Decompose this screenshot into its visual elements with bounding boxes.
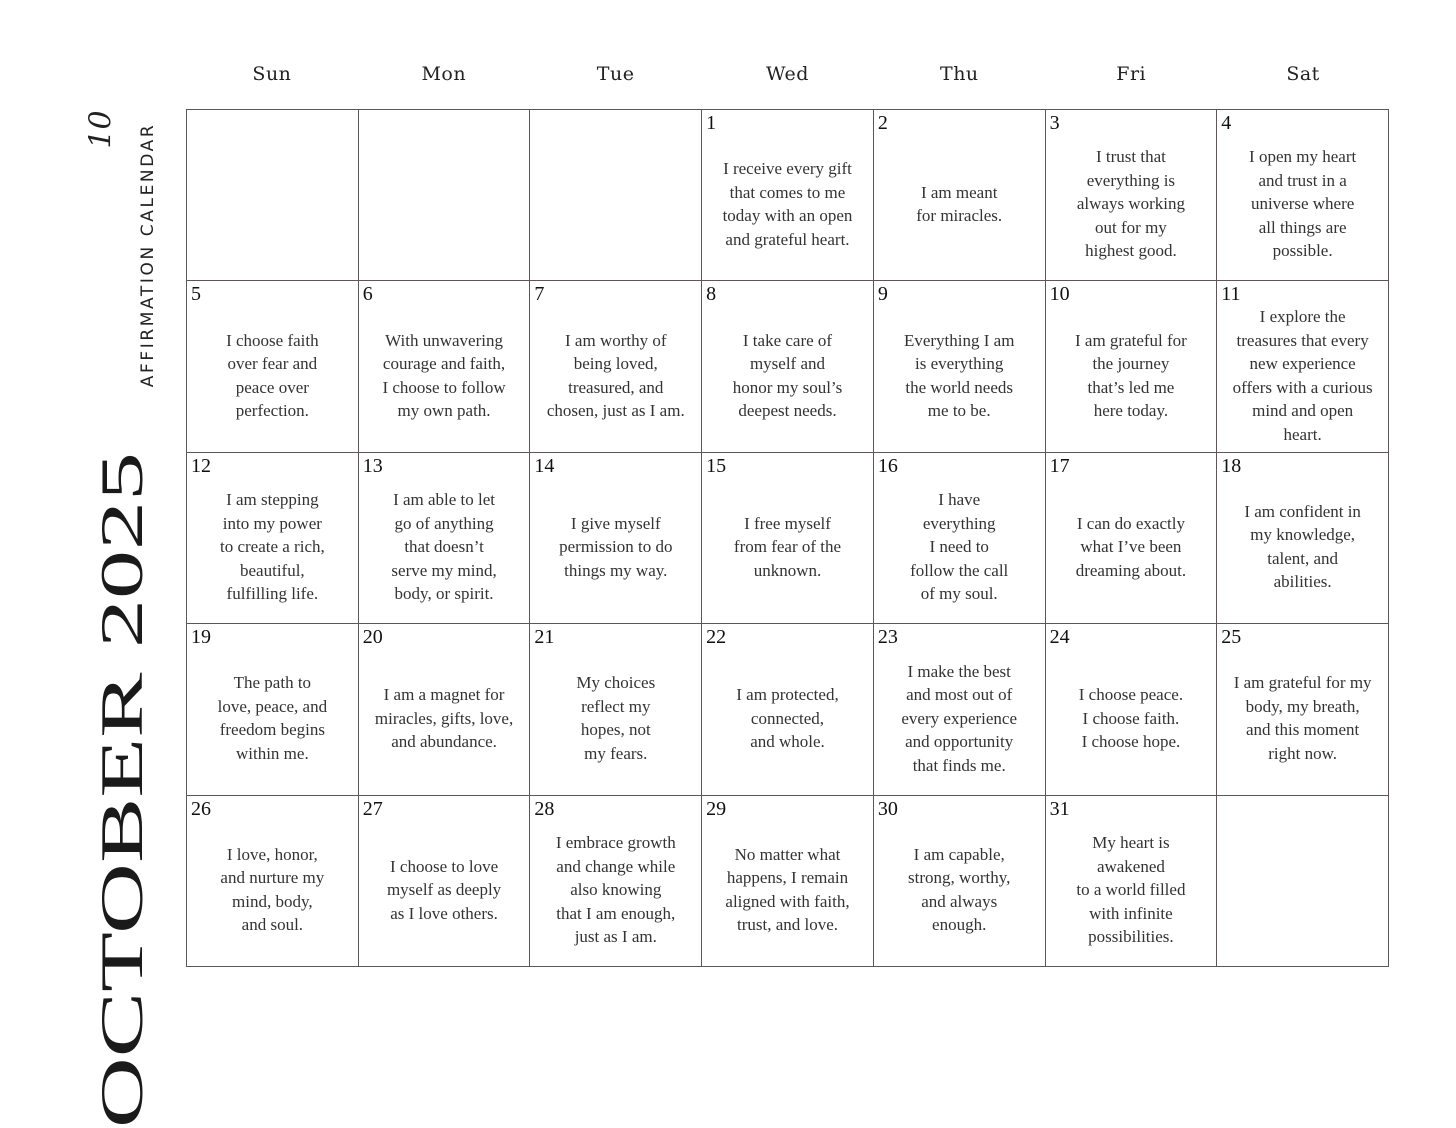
weekday-sun: Sun	[252, 63, 292, 85]
day-number: 25	[1221, 626, 1242, 649]
day-number: 10	[1049, 283, 1070, 306]
affirmation-text: My choices reflect my hopes, not my fears.	[576, 673, 656, 763]
day-cell	[530, 796, 702, 967]
day-number: 31	[1049, 797, 1070, 820]
affirmation-text: I am meant for miracles.	[916, 182, 1003, 226]
affirmation-text: I free myself from fear of the unknown.	[733, 513, 842, 580]
day-number: 2	[877, 112, 888, 134]
day-cell	[530, 281, 702, 452]
day-number: 21	[534, 626, 555, 649]
day-number: 17	[1049, 454, 1070, 477]
day-cell	[702, 796, 874, 967]
day-number: 3	[1049, 112, 1060, 134]
day-cell	[530, 624, 702, 795]
affirmation-text: My heart is awakened to a world filled with infinite possibilities.	[1076, 833, 1186, 947]
empty-cell	[187, 110, 359, 281]
affirmation-text: I choose peace. I choose faith. I choose hope.	[1078, 685, 1184, 752]
weekday-mon: Mon	[421, 63, 467, 85]
day-cell	[702, 624, 874, 795]
affirmation-text: I am able to let go of anything that doesn’t serve my mind, body, or spirit.	[391, 490, 497, 604]
empty-cell	[1217, 796, 1389, 967]
weekday-tue: Tue	[596, 63, 635, 85]
day-cell	[1046, 453, 1218, 624]
affirmation-text: I trust that everything is always working out for my highest good.	[1076, 147, 1185, 261]
day-cell	[359, 796, 531, 967]
affirmation-text: I am worthy of being loved, treasured, and chosen, just as I am.	[546, 330, 685, 421]
day-number: 5	[191, 283, 201, 306]
weekday-fri: Fri	[1116, 63, 1147, 85]
day-cell	[874, 110, 1046, 281]
day-number: 8	[706, 283, 717, 306]
day-cell	[874, 453, 1046, 624]
affirmation-text: I give myself permission to do things my way.	[559, 513, 673, 580]
weekday-header	[186, 56, 1389, 92]
affirmation-text: I can do exactly what I’ve been dreaming about.	[1075, 513, 1187, 580]
day-number: 14	[534, 454, 555, 477]
day-number: 16	[877, 454, 898, 477]
affirmation-text: Everything I am is everything the world needs me to be.	[903, 330, 1015, 421]
day-cell	[359, 453, 531, 624]
weekday-wed: Wed	[766, 63, 809, 85]
day-number: 11	[1221, 283, 1241, 306]
affirmation-text: I am capable, strong, worthy, and always enough.	[908, 844, 1011, 935]
day-number: 24	[1049, 626, 1070, 649]
day-cell	[359, 624, 531, 795]
day-cell	[187, 624, 359, 795]
day-cell	[1046, 624, 1218, 795]
day-number: 20	[362, 626, 383, 649]
calendar-title-text: OCTOBER 2025	[88, 451, 156, 1128]
affirmation-text: I am grateful for the journey that’s led me here today.	[1074, 330, 1187, 421]
calendar-grid	[186, 109, 1389, 967]
day-cell	[874, 624, 1046, 795]
affirmation-text: I am grateful for my body, my breath, and this moment right now.	[1233, 673, 1372, 763]
day-cell	[1046, 281, 1218, 452]
day-cell	[1217, 281, 1389, 452]
day-cell	[702, 110, 874, 281]
affirmation-text: I receive every gift that comes to me today with an open and grateful heart.	[722, 159, 853, 249]
affirmation-text: No matter what happens, I remain aligned with faith, trust, and love.	[725, 844, 850, 935]
day-cell	[1046, 796, 1218, 967]
calendar-subtitle-text: AFFIRMATION CALENDAR	[138, 122, 158, 388]
affirmation-text: I explore the treasures that every new experience offers with a curious mind and open heart.	[1232, 307, 1373, 444]
day-number: 23	[877, 626, 898, 649]
day-cell	[187, 281, 359, 452]
empty-cell	[359, 110, 531, 281]
day-cell	[359, 281, 531, 452]
day-cell	[530, 453, 702, 624]
month-number	[76, 104, 126, 154]
day-number: 6	[362, 283, 373, 306]
affirmation-text: I am a magnet for miracles, gifts, love, and abundance.	[374, 685, 514, 752]
day-number: 12	[191, 454, 211, 477]
day-cell	[702, 281, 874, 452]
affirmation-text: I am stepping into my power to create a rich, beautiful, fulfilling life.	[219, 490, 325, 604]
day-cell	[1046, 110, 1218, 281]
affirmation-text: I am protected, connected, and whole.	[736, 685, 839, 752]
day-number: 7	[534, 283, 545, 306]
empty-cell	[530, 110, 702, 281]
day-cell	[1217, 110, 1389, 281]
day-number: 28	[534, 797, 555, 820]
affirmation-text: The path to love, peace, and freedom begins within me.	[217, 673, 328, 763]
affirmation-text: I have everything I need to follow the call of my soul.	[910, 490, 1009, 604]
day-number: 4	[1221, 112, 1232, 134]
day-number: 30	[877, 797, 898, 820]
day-cell	[702, 453, 874, 624]
day-number: 9	[877, 283, 888, 306]
day-cell	[187, 453, 359, 624]
day-cell	[874, 281, 1046, 452]
weekday-thu: Thu	[940, 63, 979, 85]
day-number: 18	[1221, 454, 1242, 477]
day-cell	[874, 796, 1046, 967]
affirmation-text: I choose faith over fear and peace over perfection.	[226, 330, 319, 421]
day-cell	[187, 796, 359, 967]
day-number: 15	[706, 454, 727, 477]
affirmation-text: With unwavering courage and faith, I choose to follow my own path.	[382, 330, 506, 421]
day-cell	[1217, 453, 1389, 624]
day-number: 1	[706, 112, 717, 134]
weekday-sat: Sat	[1286, 63, 1320, 85]
month-number-text: 10	[83, 109, 119, 149]
affirmation-text: I open my heart and trust in a universe where all things are possible.	[1249, 147, 1357, 261]
day-number: 29	[706, 797, 727, 820]
affirmation-text: I take care of myself and honor my soul’s deepest needs.	[732, 330, 843, 421]
affirmation-text: I love, honor, and nurture my mind, body, and soul.	[220, 844, 325, 935]
day-number: 19	[191, 626, 211, 649]
day-number: 26	[191, 797, 211, 820]
day-number: 27	[362, 797, 383, 820]
day-number: 22	[706, 626, 727, 649]
affirmation-text: I make the best and most out of every experience and opportunity that finds me.	[901, 661, 1018, 775]
day-number: 13	[362, 454, 383, 477]
affirmation-text: I embrace growth and change while also knowing that I am enough, just as I am.	[555, 833, 676, 947]
affirmation-text: I am confident in my knowledge, talent, and abilities.	[1244, 501, 1361, 592]
day-cell	[1217, 624, 1389, 795]
affirmation-text: I choose to love myself as deeply as I love others.	[386, 856, 502, 923]
